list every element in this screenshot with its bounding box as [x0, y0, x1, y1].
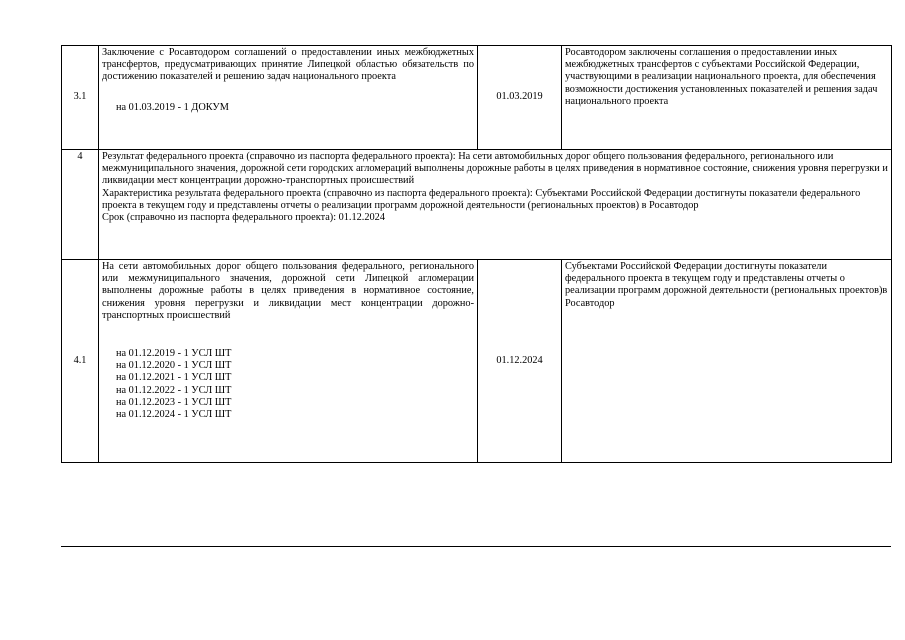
deadline-date: 01.12.2024	[478, 260, 562, 463]
deadline-date: 01.03.2019	[478, 46, 562, 150]
federal-result-cell	[99, 150, 892, 260]
result-text: Росавтодором заключены соглашения о предоставлении иных межбюджетных трансфертов с субъектами Российской Федерации, участвующими в реализации национального проекта, для обеспечения возможности достижения установленных показателей и решения задач национального проекта	[562, 46, 892, 150]
target-list	[102, 348, 474, 421]
target-list	[102, 102, 474, 114]
task-cell	[99, 46, 478, 150]
federal-result-line: Результат федерального проекта (справочно из паспорта федерального проекта): На сети автомобильных дорог общего пользования федерального, регионального или межмуниципального значения, дорожной сети городских агломераций выполнены дорожные работы в целях приведения в нормативное состояние, снижения уровня перегрузки и ликвидации мест концентрации дорожно-транспортных происшествий	[102, 151, 888, 187]
target-item: на 01.12.2024 - 1 УСЛ ШТ	[116, 409, 232, 421]
table-row	[62, 260, 892, 463]
table-row	[62, 46, 892, 150]
federal-result-characteristic: Характеристика результата федерального проекта (справочно из паспорта федерального проекта): Субъектами Российской Федерации достигнуты показатели федерального проекта в текущем году и представлены отчеты о реализации программ дорожной деятельности (региональных проектов) в Росавтодор	[102, 187, 861, 211]
plan-table	[61, 45, 892, 463]
page-divider	[61, 546, 891, 547]
target-item: на 01.12.2019 - 1 УСЛ ШТ	[116, 348, 232, 360]
result-text: Субъектами Российской Федерации достигнуты показатели федерального проекта в текущем году и представлены отчеты о реализации программ дорожной деятельности (региональных проектов)в Росавтодор	[562, 260, 892, 463]
target-item: на 01.12.2021 - 1 УСЛ ШТ	[116, 372, 232, 384]
row-number: 4	[62, 150, 99, 260]
target-item: на 01.12.2023 - 1 УСЛ ШТ	[116, 396, 232, 408]
task-cell	[99, 260, 478, 463]
task-text: На сети автомобильных дорог общего пользования федерального, регионального или межмуниципального значения, дорожной сети Липецкой агломерации выполнены дорожные работы в целях приведения в нормативное состояние, снижения уровня перегрузки и ликвидации мест концентрации дорожно-транспортных происшествий	[102, 261, 474, 321]
table-row	[62, 150, 892, 260]
task-text: Заключение с Росавтодором соглашений о предоставлении иных межбюджетных трансфертов, предусматривающих принятие Липецкой областью обязательств по достижению показателей и решению задач национального проекта	[102, 47, 474, 83]
target-item: на 01.12.2022 - 1 УСЛ ШТ	[116, 384, 232, 396]
row-number: 3.1	[62, 46, 99, 150]
row-number: 4.1	[62, 260, 99, 463]
target-item: на 01.03.2019 - 1 ДОКУМ	[116, 101, 229, 113]
federal-result-deadline: Срок (справочно из паспорта федерального проекта): 01.12.2024	[102, 212, 385, 224]
target-item: на 01.12.2020 - 1 УСЛ ШТ	[116, 360, 232, 372]
